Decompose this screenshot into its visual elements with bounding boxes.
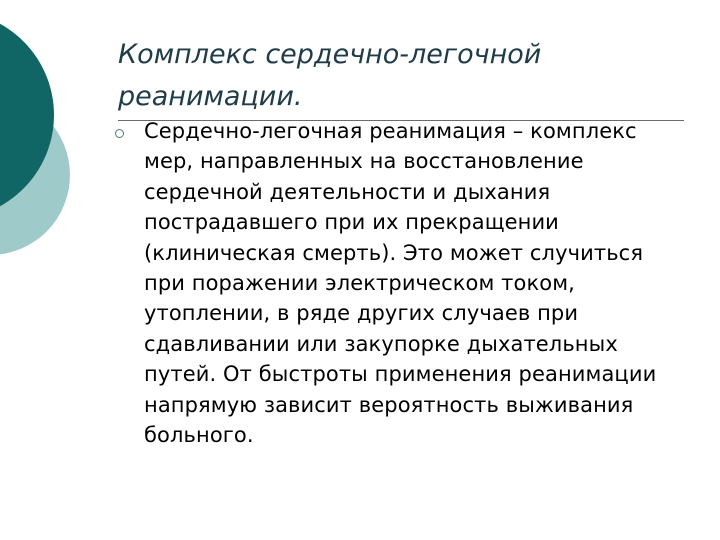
hollow-circle-icon bbox=[115, 129, 124, 138]
decorative-circles bbox=[0, 0, 120, 300]
slide-title: Комплекс сердечно-легочной реанимации. bbox=[118, 39, 542, 112]
bullet-text: Сердечно-легочная реанимация – комплекс мер, направленных на восстановление сердечной деятельности и дыхания пострадавшего при их прекращении (клиническая смерть). Это может случиться при поражении электрическом током, утоплении, в ряде других случаев при сдавливании или закупорке дыхательных путей. От быстроты применения реанимации напрямую зависит вероятность выживания больного. bbox=[144, 119, 657, 448]
